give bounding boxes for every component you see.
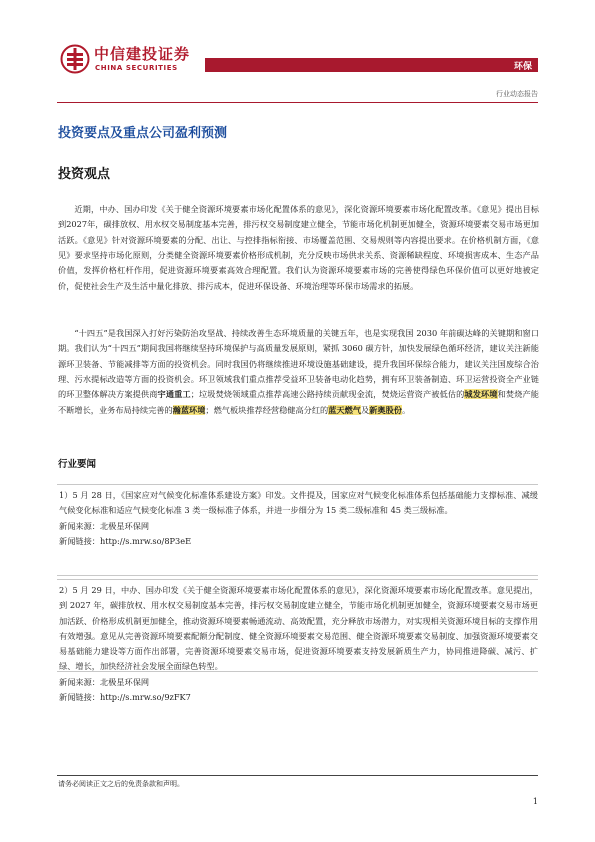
investment-paragraph-2 — [58, 326, 539, 418]
page-number: 1 — [532, 797, 538, 806]
section-title-investment-view: 投资观点 — [58, 167, 111, 182]
news-source: 新闻来源：北极星环保网 — [59, 676, 150, 687]
disclaimer: 请务必阅读正文之后的免责条款和声明。 — [58, 780, 184, 788]
paragraph-2-text-a: “十四五”是我国深入打好污染防治攻坚战、持续改善生态环境质量的关键五年，也是实现我国 2030 年前碳达峰的关键期和窗口期。我们认为“十四五”期间我国将继续坚持环境保护与高质量发展原则，紧抓 3060 碳方针，加快发展绿色循环经济，建议关注新能源环卫装备、节能减排等方面的投资机会。同时我国仍将继续推进环境设施基础建设，提升我国环保综合能力，建议关注国废综合治理、污水提标改造等方面的投资机会。环卫领域我们重点推荐受益环卫装备电动化趋势，拥有环卫装备制造、环卫运营投资全产业链的环卫整体解决方案提供商 — [58, 328, 539, 400]
paragraph-2-text-c: 和焚烧产能不断增长，业务布局持续完善的 — [58, 389, 539, 415]
paragraph-2-text-d: ；燃气板块推荐经营稳健高分红的 — [205, 404, 329, 415]
news-source: 新闻来源：北极星环保网 — [59, 520, 150, 531]
section-title-industry-news: 行业要闻 — [58, 459, 97, 470]
sector-banner — [205, 58, 538, 72]
page-title: 投资要点及重点公司盈利预测 — [58, 126, 228, 141]
sector-label: 环保 — [513, 62, 532, 72]
report-type: 行业动态报告 — [496, 90, 538, 98]
footer-divider — [57, 775, 538, 776]
company-yutong: 宇通重工 — [157, 389, 191, 400]
header-divider — [57, 102, 538, 103]
paragraph-2-text-b: ；垃圾焚烧领域重点推荐高速公路持续贡献现金流，焚烧运营资产被低估的 — [190, 389, 465, 400]
news-item — [57, 579, 538, 703]
paragraph-2-text-f: 。 — [401, 404, 411, 415]
news-text: 1）5 月 28 日，《国家应对气候变化标准体系建设方案》印发。文件提及，国家应对气候变化标准体系包括基础能力支撑标准、减缓气候变化标准和适应气候变化标准 3 类一级标准子体系，并进一步细分为 15 类二级标准和 45 类三级标准。 — [59, 490, 538, 516]
news-link[interactable]: 新闻链接：http://s.mrw.so/8P3eE — [59, 535, 192, 546]
company-chengfa: 城发环境 — [464, 389, 498, 400]
logo-english-name: CHINA SECURITIES — [95, 64, 178, 72]
news-text: 2）5 月 29 日，中办、国办印发《关于健全资源环境要素市场化配置体系的意见》，深化资源环境要素市场化配置改革。意见提出，到 2027 年，碳排放权、用水权交易制度基本完善，排污权交易制度建立健全，节能市场化机制更加健全，资源环境要素交易市场更加活跃、价格形成机制更加健全，推动资源环境要素畅通流动、高效配置，充分释放市场潜力，对实现相关资源环境目标的支撑作用有效增强。意见从完善资源环境要素配额分配制度、健全资源环境要素交易范围、健全资源环境要素交易制度、加强资源环境要素交易基础能力建设等方面作出部署，完善资源环境要素交易市场，促进资源环境要素支持发展新质生产力，协同推进降碳、减污、扩绿、增长，加快经济社会发展全面绿色转型。 — [59, 585, 538, 672]
logo-chinese-name: 中信建投证券 — [94, 45, 191, 63]
company-bluesky-gas: 蓝天燃气 — [328, 404, 361, 415]
news-item — [57, 484, 538, 576]
paragraph-2-text-e: 及 — [361, 404, 370, 415]
company-grandblue: 瀚蓝环境 — [172, 404, 206, 415]
investment-paragraph-1: 近期，中办、国办印发《关于健全资源环境要素市场化配置体系的意见》，深化资源环境要素市场化配置改革。《意见》提出目标到2027年，碳排放权、用水权交易制度基本完善，排污权交易制度建立健全，节能市场化机制更加健全，资源环境要素交易市场更加活跃。《意见》针对资源环境要素的分配、出让、与控排指标衔接、市场覆盖范围、交易规则等内容提出要求。在价格机制方面，《意见》要求坚持市场化原则，分类健全资源环境要素价格形成机制，充分反映市场供求关系、资源稀缺程度、环境损害成本、生态产品价值，发挥价格杠杆作用，促进资源环境要素高效合理配置。我们认为资源环境要素市场的完善使得绿色环保价值可以更好地被定价，促使社会生产及生活中量化排放、排污成本，促进环保设备、环境治理等环保市场需求的拓展。 — [58, 204, 539, 291]
news-link[interactable]: 新闻链接：http://s.mrw.so/9zFK7 — [59, 692, 191, 703]
company-enn: 新奥股份 — [369, 404, 402, 415]
china-securities-logo — [60, 42, 195, 78]
logo-mark-icon — [60, 44, 90, 74]
